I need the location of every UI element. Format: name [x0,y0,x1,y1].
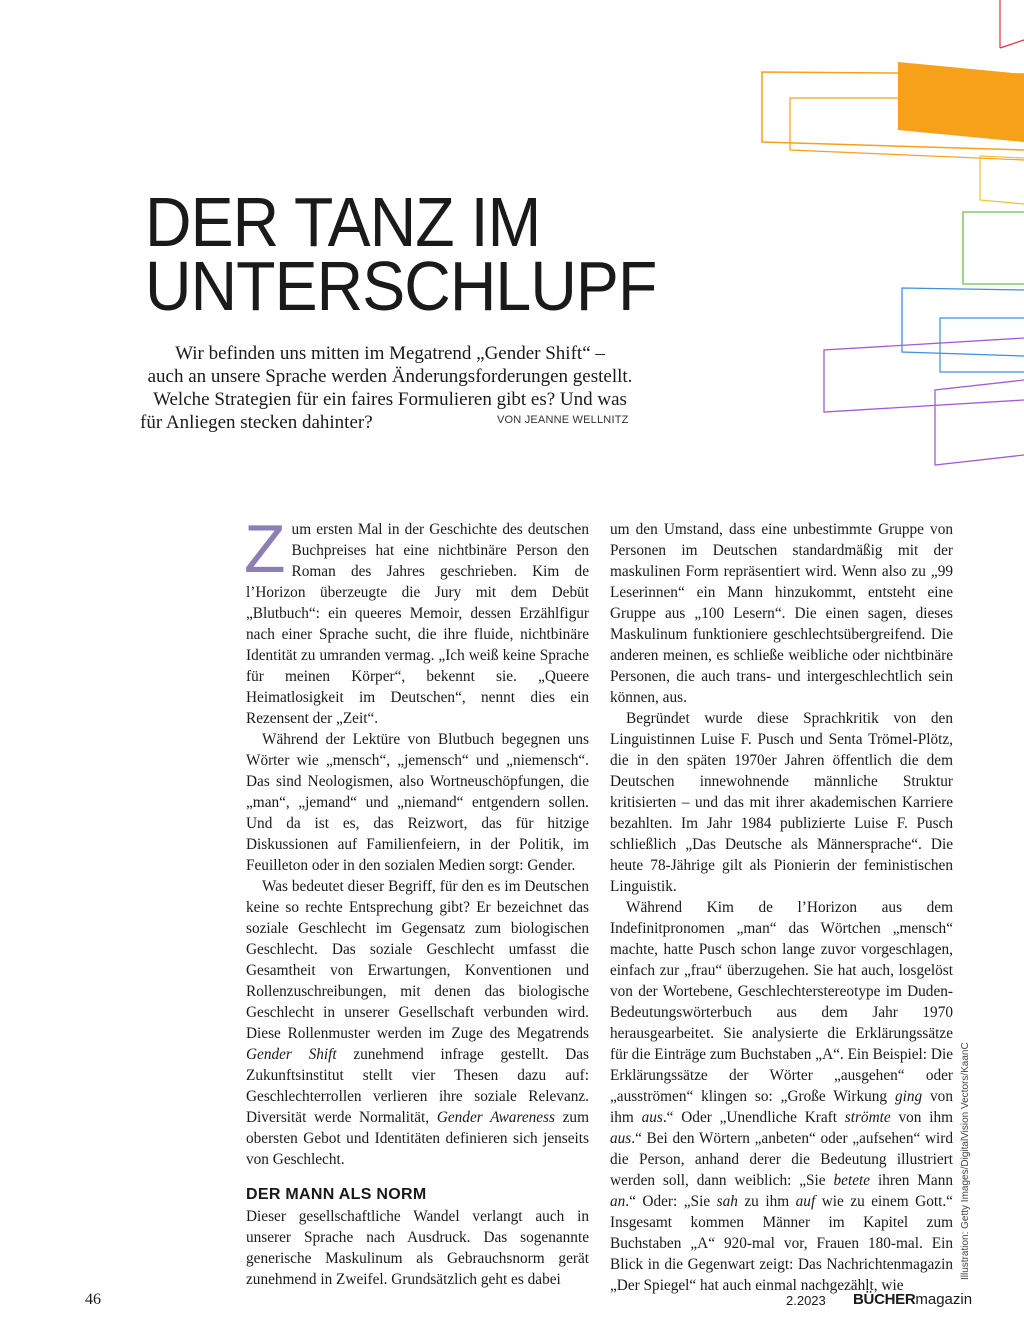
headline-line-1: DER TANZ IM [145,183,541,261]
paragraph: Zum ersten Mal in der Geschichte des deutschen Buchpreises hat eine nichtbinäre Person den Roman des Jahres geschrieben. Kim de l’Horizon überzeugte die Jury mit dem Debüt „Blutbuch“: ein queeres Memoir, dessen Erzählfigur nach einer Sprache sucht, die ihre fluide, nichtbinäre Identität zu umranden vermag. „Ich weiß keine Sprache für meinen Körper“, bekennt sie. „Queere Heimatlosigkeit im Deutschen“, nennt dies ein Rezensent der „Zeit“. [244,511,589,727]
lead-line-2: auch an unsere Sprache werden Änderungsforderungen gestellt. [147,366,633,387]
paragraph: um den Umstand, dass eine unbestimmte Gruppe von Personen im Deutschen standardmäßig mit der maskulinen Form repräsentiert wird. Wenn also zu „99 Leserinnen“ ein Mann hinzukommt, entsteht eine Gruppe aus „100 Lesern“. Die einen sagen, dieses Maskulinum funktioniere geschlechtsübergreifend. Die anderen meinen, es schließe weibliche oder nichtbinäre Personen, die auch trans- und intergeschlechtlich sein können, aus. [610,521,953,706]
section-subheading: DER MANN ALS NORM [246,1186,427,1203]
article-column-2 [610,519,953,1296]
article-column-1 [244,511,590,1290]
article-lead [140,342,640,411]
paragraph: Begründet wurde diese Sprachkritik von den Linguistinnen Luise F. Pusch und Senta Trömel-Plötz, die in den späten 1970er Jahren öffentlich die dem Deutschen innewohnende männliche Struktur kritisierten – und das mit ihrer akademischen Karriere bezahlten. Im Jahr 1984 publizierte Luise F. Pusch schließlich „Das Deutsche als Männersprache“. Die heute 78-Jährige gilt als Pionierin der feministischen Linguistik. [610,710,953,895]
magazine-logo: BÜCHERmagazin [853,1291,973,1308]
illustration-credit: Illustration: Getty Images/DigitalVision Vectors/KaanC [960,1042,971,1280]
drop-cap: Z [244,511,286,587]
page-number: 46 [85,1291,101,1308]
issue-number: 2.2023 [786,1293,826,1308]
paragraph: Was bedeutet dieser Begriff, für den es im Deutschen keine so rechte Entsprechung gibt? Er bezeichnet das soziale Geschlecht im Gegensatz zum biologischen Geschlecht. Das soziale Geschlecht umfasst die Gesamtheit von Erwartungen, Konventionen und Rollenzuschreibungen, mit denen das biologische Geschlecht in unserer Gesellschaft verbunden wird. Diese Rollenmuster werden im Zuge des Megatrends Gender Shift zunehmend infrage gestellt. Das Zukunftsinstitut stellt vier Thesen dazu auf: Geschlechterrollen verlieren ihre soziale Relevanz. Diversität werde Normalität, Gender Awareness zum obersten Gebot und Identitäten definieren sich jenseits von Geschlecht. [246,878,590,1168]
paragraph: Während Kim de l’Horizon aus dem Indefinitpronomen „man“ das Wörtchen „mensch“ machte, hatte Pusch schon lange zuvor vorgeschlagen, einfach zur „frau“ überzugehen. Sie hat auch, losgelöst von der Wortebene, Geschlechterstereotype im Duden-Bedeutungswörterbuch aus dem Jahr 1970 herausgearbeitet. Sie analysierte die Erklärungssätze für die Einträge zum Buchstaben „A“. Ein Beispiel: Die Erklärungssätze der Wörter „ausgehen“ oder „ausströmen“ klingen so: „Große Wirkung ging von ihm aus.“ Oder „Unendliche Kraft strömte von ihm aus.“ Bei den Wörtern „anbeten“ oder „aufsehen“ wird die Person, anhand derer die Bedeutung illustriert werden soll, dann weiblich: „Sie betete ihren Mann an.“ Oder: „Sie sah zu ihm auf wie zu einem Gott.“ Insgesamt kommen Männer im Kapitel zum Buchstaben „A“ 920-mal vor, Frauen 180-mal. Ein Blick in die Gegenwart zeigt: Das Nachrichtenmagazin „Der Spiegel“ hat auch einmal nachgezählt, wie [610,899,954,1294]
lead-line-3: Welche Strategien für ein faires Formulieren gibt es? Und was [153,389,627,410]
author-byline: VON JEANNE WELLNITZ [497,414,629,426]
article-headline [145,183,665,325]
paragraph: Während der Lektüre von Blutbuch begegnen uns Wörter wie „mensch“, „jemensch“ und „niemensch“. Das sind Neologismen, also Wortneuschöpfungen, die „man“, „jemand“ und „niemand“ entgendern sollen. Und da ist es, das Reizwort, das für hitzige Diskussionen auf Familienfeiern, in der Politik, im Feuilleton oder in den sozialen Medien sorgt: Gender. [246,731,589,874]
lead-line-1: Wir befinden uns mitten im Megatrend „Gender Shift“ – [175,343,605,364]
lead-line-4: für Anliegen stecken dahinter? [140,412,373,433]
paragraph: Dieser gesellschaftliche Wandel verlangt auch in unserer Sprache nach Ausdruck. Das sogenannte generische Maskulinum als Gebrauchsnorm gerät zunehmend in Zweifel. Grundsätzlich geht es dabei [246,1208,589,1288]
headline-line-2: UNTERSCHLUPF [145,247,657,325]
